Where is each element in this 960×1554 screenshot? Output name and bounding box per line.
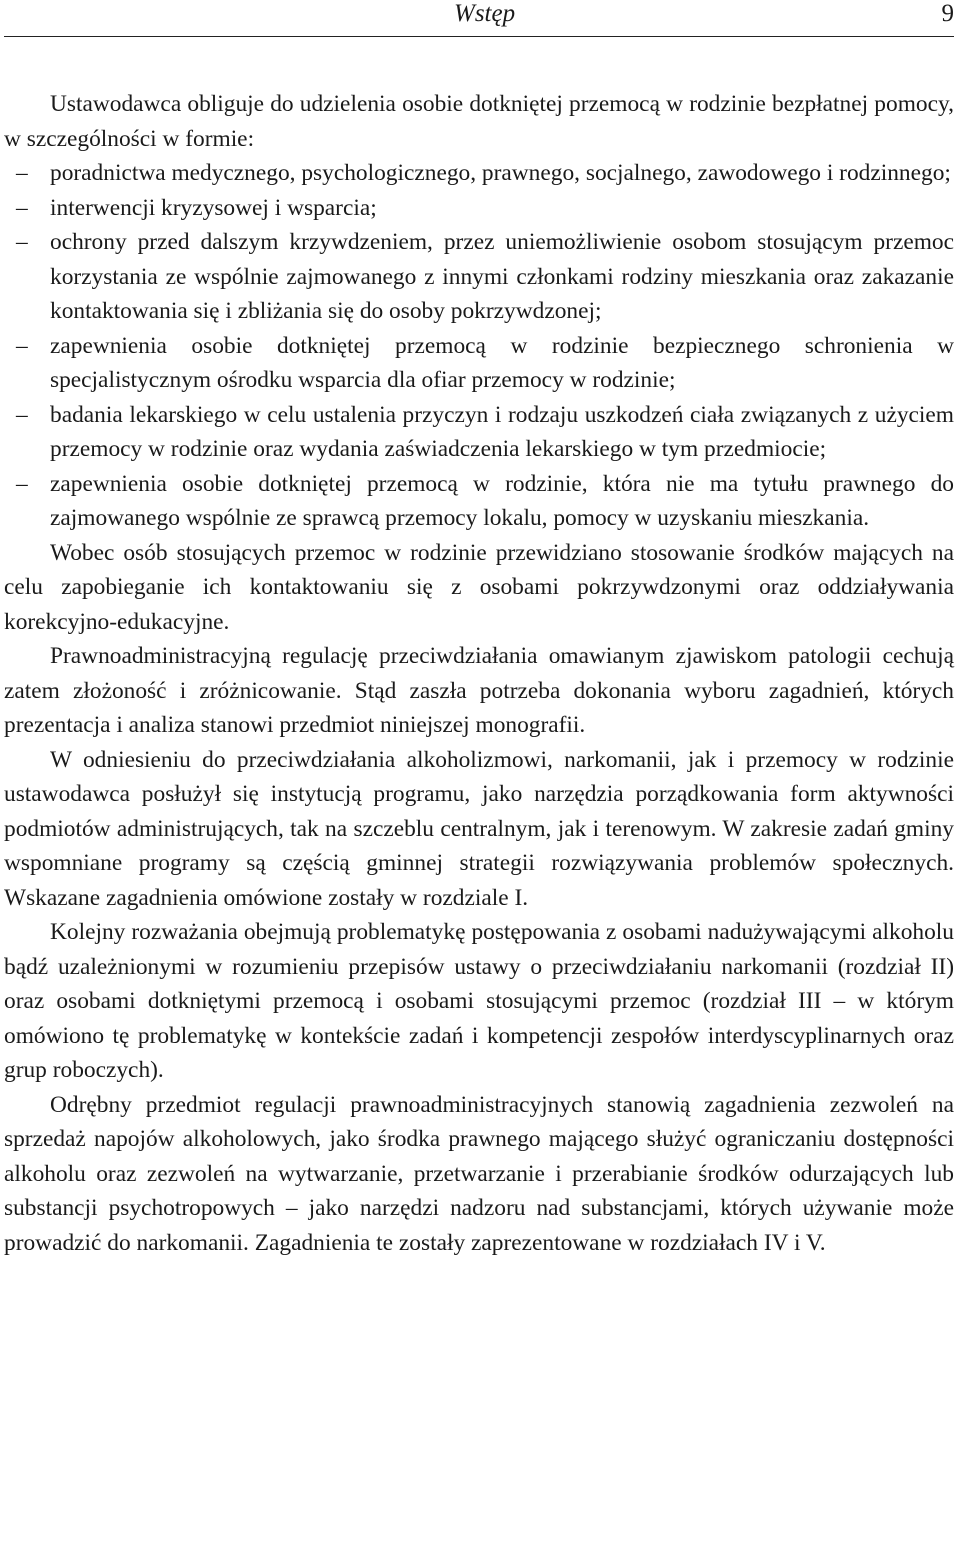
list-item: – interwencji kryzysowej i wsparcia; [4, 191, 954, 226]
assistance-list [4, 156, 954, 536]
chapter-title: Wstęp [454, 0, 516, 27]
intro-paragraph: Ustawodawca obliguje do udzielenia osobie dotkniętej przemocą w rodzinie bezpłatnej pomocy, w szczególności w formie: [4, 91, 954, 152]
list-item: – badania lekarskiego w celu ustalenia przyczyn i rodzaju uszkodzeń ciała związanych z użyciem przemocy w rodzinie oraz wydania zaświadczenia lekarskiego w tym przedmiocie; [4, 398, 954, 467]
paragraph: Kolejny rozważania obejmują problematykę postępowania z osobami nadużywającymi alkoholu bądź uzależnionymi w rozumieniu przepisów ustawy o przeciwdziałaniu narkomanii (rozdział II) oraz osobami dotkniętymi przemocą i osobami stosującymi przemoc (rozdział III – w którym omówiono tę problematykę w kontekście zadań i kompetencji zespołów interdyscyplinarnych oraz grup roboczych). [4, 919, 954, 1083]
list-item: – zapewnienia osobie dotkniętej przemocą w rodzinie, która nie ma tytułu prawnego do zajmowanego wspólnie ze sprawcą przemocy lokalu, pomocy w uzyskaniu mieszkania. [4, 467, 954, 536]
paragraph: Wobec osób stosujących przemoc w rodzinie przewidziano stosowanie środków mających na celu zapobieganie ich kontaktowaniu się z osobami pokrzywdzonymi oraz oddziaływania korekcyjno-edukacyjne. [4, 539, 954, 635]
list-item: – ochrony przed dalszym krzywdzeniem, przez uniemożliwienie osobom stosującym przemoc korzystania ze wspólnie zajmowanego z innymi członkami rodziny mieszkania oraz zakazanie kontaktowania się i zbliżania się do osoby pokrzywdzonej; [4, 225, 954, 329]
paragraph: W odniesieniu do przeciwdziałania alkoholizmowi, narkomanii, jak i przemocy w rodzinie ustawodawca posłużył się instytucją programu, jako narzędzia porządkowania form aktywności podmiotów administrujących, tak na szczeblu centralnym, jak i terenowym. W zakresie zadań gminy wspomniane programy są częścią gminnej strategii rozwiązywania problemów społecznych. Wskazane zagadnienia omówione zostały w rozdziale I. [4, 746, 954, 911]
page-number: 9 [941, 0, 954, 27]
list-item: – poradnictwa medycznego, psychologicznego, prawnego, socjalnego, zawodowego i rodzinnego; [4, 156, 954, 191]
paragraph: Odrębny przedmiot regulacji prawnoadministracyjnych stanowią zagadnienia zezwoleń na sprzedaż napojów alkoholowych, jako środka prawnego mającego służyć ograniczaniu dostępności alkoholu oraz zezwoleń na wytwarzanie, przetwarzanie i przerabianie środków odurzających lub substancji psychotropowych – jako narzędzi nadzoru nad substancjami, których używanie może prowadzić do narkomanii. Zagadnienia te zostały zaprezentowane w rozdziałach IV i V. [4, 1091, 954, 1256]
paragraph: Prawnoadministracyjną regulację przeciwdziałania omawianym zjawiskom patologii cechują zatem złożoność i zróżnicowanie. Stąd zaszła potrzeba dokonania wyboru zagadnień, których prezentacja i analiza stanowi przedmiot niniejszej monografii. [4, 643, 954, 738]
body-text [4, 87, 954, 1260]
list-item: – zapewnienia osobie dotkniętej przemocą w rodzinie bezpiecznego schronienia w specjalistycznym ośrodku wsparcia dla ofiar przemocy w rodzinie; [4, 329, 954, 398]
running-header [4, 0, 954, 37]
